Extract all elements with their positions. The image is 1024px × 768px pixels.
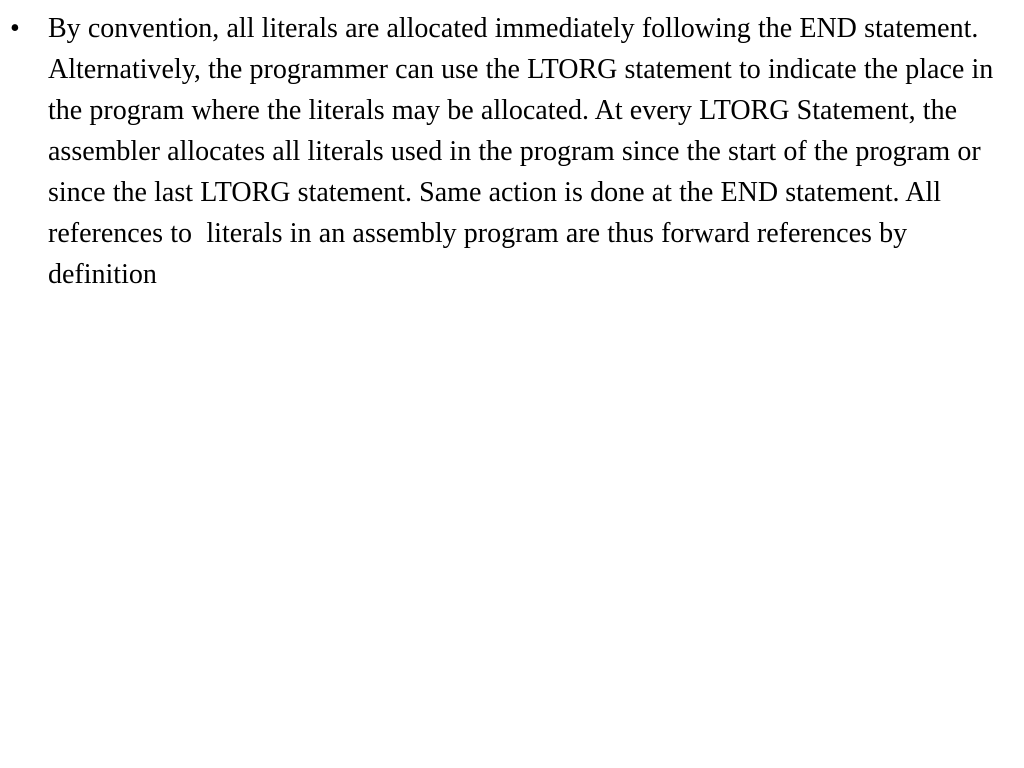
bullet-list [10,8,1018,295]
bullet-text: By convention, all literals are allocated immediately following the END statement. Alternatively, the programmer can use the LTORG statement to indicate the place in the program where the literals may be allocated. At every LTORG Statement, the assembler allocates all literals used in the program since the start of the program or since the last LTORG statement. Same action is done at the END statement. All references to literals in an assembly program are thus forward references by definition [48,13,1001,290]
bullet-marker: • [10,13,20,44]
bullet-item [10,8,1018,295]
